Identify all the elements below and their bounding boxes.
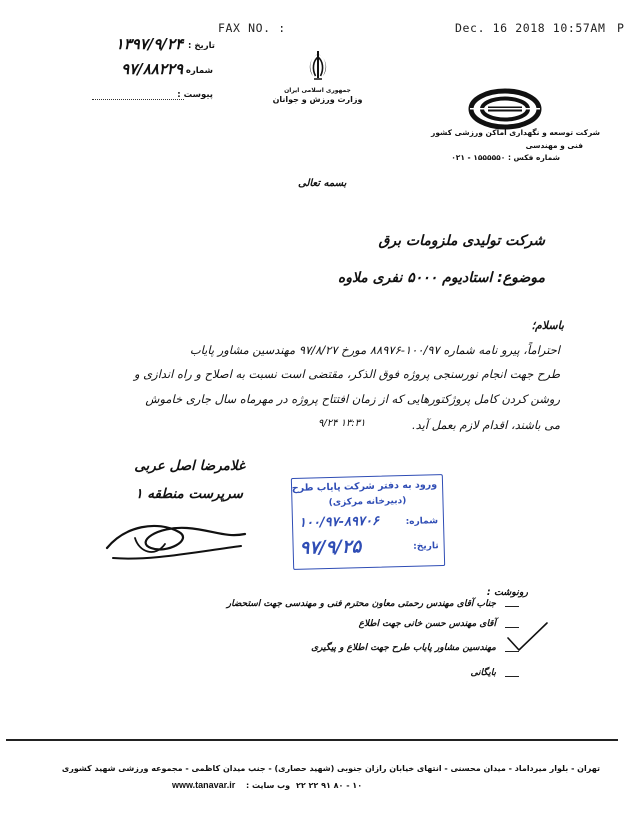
cc-bullet-dash bbox=[505, 606, 519, 607]
stamp-number-label: شماره: bbox=[405, 516, 439, 528]
iran-emblem-icon bbox=[255, 50, 380, 86]
cc-item: آقای مهندس حسن خانی جهت اطلاع bbox=[358, 619, 496, 629]
footer-phone: ۲۲ ۲۲ ۹۱ ۸۰ - ۱۰ bbox=[296, 781, 363, 790]
invocation: بسمه تعالی bbox=[298, 178, 347, 189]
signatory-name: غلامرضا اصل عربی bbox=[134, 458, 245, 474]
cc-label: رونوشت : bbox=[486, 587, 528, 598]
ministry-name: وزارت ورزش و جوانان bbox=[272, 95, 363, 104]
fax-timestamp: Dec. 16 2018 10:57AM bbox=[455, 21, 606, 35]
body-line: روشن کردن کامل پروژکتورهایی که از زمان افتتاح پروژه در مهرماه سال جاری خاموش bbox=[145, 392, 560, 406]
attachment-dotted-line bbox=[92, 99, 184, 100]
ministry-block bbox=[255, 50, 380, 104]
checkmark-icon bbox=[505, 620, 550, 658]
recipient: شرکت تولیدی ملزومات برق bbox=[378, 233, 545, 249]
signature-scribble bbox=[95, 508, 255, 572]
cc-item: مهندسین مشاور پایاب طرح جهت اطلاع و پیگیری bbox=[311, 643, 496, 653]
body-line: طرح جهت انجام نورسنجی پروژه فوق الذکر، مقتضی است نسبت به اصلاح و راه اندازی و bbox=[133, 367, 560, 381]
number-label: شماره : bbox=[179, 66, 213, 76]
company-fax: شماره فکس : ۱۵۵۵۵۵۰ - ۰۲۱ bbox=[451, 153, 560, 162]
company-name: شرکت توسعه و نگهداری اماکن ورزشی کشور bbox=[431, 128, 600, 137]
body-line: می باشند، اقدام لازم بعمل آید. bbox=[411, 418, 560, 432]
handwritten-note: ۹/۲۴ ۱۳:۳۱ bbox=[318, 418, 366, 429]
cc-bullet-dash bbox=[505, 676, 519, 677]
fax-number-label: FAX NO. : bbox=[218, 21, 286, 35]
greeting: باسلام؛ bbox=[531, 319, 564, 332]
subject: موضوع: استادیوم ۵۰۰۰ نفری ملاوه bbox=[337, 270, 545, 286]
stamp-subtitle: (دبیرخانه مرکزی) bbox=[328, 495, 407, 509]
company-department: فنی و مهندسی bbox=[525, 141, 583, 150]
footer-address: تهران - بلوار میرداماد - میدان محسنی - انتهای خیابان رازان جنوبی (شهید حصاری) - جنب میدان کاظمی - مجموعه ورزشی شهید کشوری bbox=[61, 764, 600, 773]
date-value: ۱۳۹۷/۹/۲۴ bbox=[115, 35, 183, 53]
number-value: ۹۷/۸۸۲۲۹ bbox=[121, 60, 183, 78]
received-stamp bbox=[291, 474, 445, 570]
footer-divider bbox=[6, 739, 618, 741]
stamp-date-value: ۹۷/۹/۲۵ bbox=[299, 536, 362, 559]
attachment-label: پیوست : bbox=[177, 90, 213, 100]
stamp-title: ورود به دفتر شرکت پایاب طرح bbox=[291, 479, 438, 494]
stamp-date-label: تاریخ: bbox=[413, 541, 439, 552]
fax-page-mark: P bbox=[617, 21, 625, 35]
cc-item: بایگانی bbox=[470, 668, 496, 678]
ministry-country: جمهوری اسلامی ایران bbox=[284, 87, 351, 94]
signatory-title: سرپرست منطقه ۱ bbox=[135, 486, 243, 502]
stamp-number-value: ۱۰۰/۹۷-۸۹۷۰۶ bbox=[298, 513, 380, 531]
body-line: احتراماً، پیرو نامه شماره ۱۰۰/۹۷-۸۸۹۷۶ مورخ ۹۷/۸/۲۷ مهندسین مشاور پایاب bbox=[189, 343, 560, 357]
footer-website-label: وب سایت : bbox=[246, 781, 291, 790]
footer-website: www.tanavar.ir bbox=[172, 780, 236, 790]
cc-item: جناب آقای مهندس رحمتی معاون محترم فنی و مهندسی جهت استحضار bbox=[226, 599, 496, 609]
date-label: تاریخ : bbox=[188, 41, 215, 51]
